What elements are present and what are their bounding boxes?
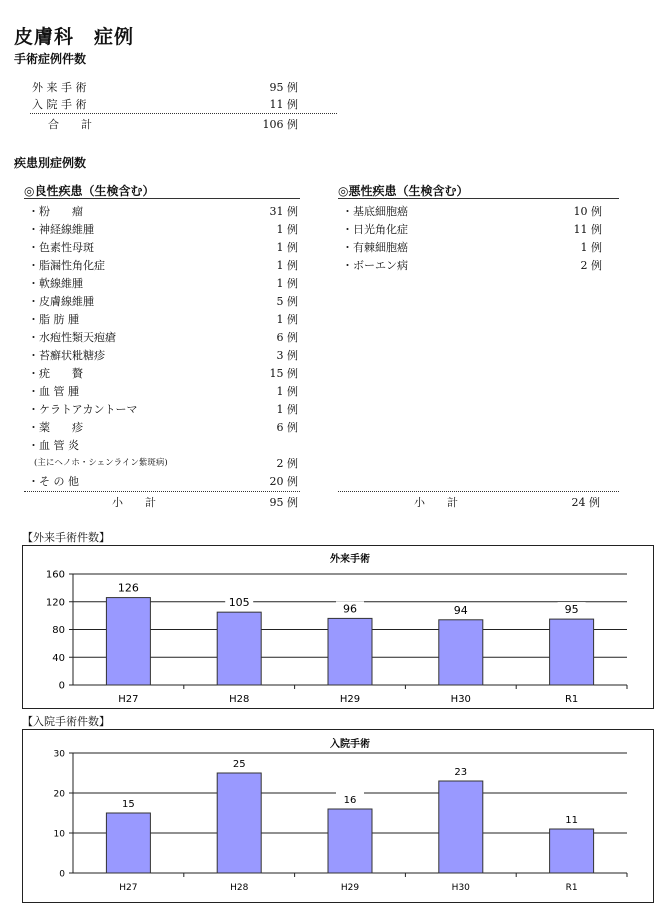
list-item	[28, 402, 298, 417]
benign-subtotal	[112, 495, 298, 510]
item-count: 1 例	[276, 223, 298, 236]
item-label: ・疣 贅	[28, 367, 83, 380]
item-count: 15 例	[269, 367, 298, 380]
bar-H27	[106, 598, 150, 685]
item-count: 6 例	[276, 421, 298, 434]
item-label: ・そ の 他	[28, 475, 79, 488]
item-label: ・ボーエン病	[342, 259, 408, 272]
outpatient-chart	[22, 545, 654, 709]
item-label: ・ケラトアカントーマ	[28, 403, 138, 416]
bar-H27	[106, 813, 150, 873]
divider	[30, 113, 337, 114]
list-item	[28, 384, 298, 399]
item-count: 1 例	[276, 385, 298, 398]
subtotal-value: 24 例	[571, 496, 600, 509]
data-label: 16	[343, 795, 357, 806]
item-count: 1 例	[276, 241, 298, 254]
y-tick-label: 0	[59, 869, 65, 880]
item-count: 10 例	[573, 205, 602, 218]
subtotal-label: 小 計	[414, 496, 458, 509]
item-label: ・基底細胞癌	[342, 205, 408, 218]
list-item	[28, 420, 298, 435]
table-row	[32, 97, 298, 112]
table-row	[32, 80, 298, 95]
row-label: 外 来 手 術	[32, 81, 87, 94]
list-item	[28, 294, 298, 309]
inpatient-chart-svg	[23, 730, 653, 902]
bar-H28	[217, 612, 261, 685]
list-item	[28, 276, 298, 291]
item-count: 1 例	[276, 277, 298, 290]
item-label: ・粉 瘤	[28, 205, 83, 218]
bar-H30	[439, 781, 483, 873]
outpatient-chart-label: 【外来手術件数】	[22, 531, 110, 544]
list-item	[342, 240, 602, 255]
data-label: 105	[228, 596, 250, 610]
inpatient-chart	[22, 729, 654, 903]
chart-title: 外来手術	[330, 554, 370, 565]
malignant-subtotal	[414, 495, 600, 510]
data-label: 96	[343, 602, 357, 616]
disease-heading: 疾患別症例数	[14, 156, 87, 170]
divider	[338, 491, 619, 492]
data-label: 23	[454, 767, 468, 778]
y-tick-label: 40	[52, 652, 65, 664]
item-label: ・血 管 腫	[28, 385, 79, 398]
item-label: ・日光角化症	[342, 223, 408, 236]
list-item	[342, 204, 602, 219]
outpatient-chart-svg	[23, 546, 653, 708]
data-label: 94	[453, 603, 468, 617]
item-label: (主にヘノホ・シェンライン紫斑病)	[34, 458, 168, 468]
x-tick-label: H28	[230, 883, 249, 893]
item-label: ・脂漏性角化症	[28, 259, 105, 272]
list-item	[28, 330, 298, 345]
data-label: 15	[122, 799, 135, 810]
data-label: 11	[565, 815, 578, 826]
row-value: 11 例	[269, 98, 298, 111]
item-label: ・水疱性類天疱瘡	[28, 331, 116, 344]
y-tick-label: 80	[52, 625, 65, 636]
list-item	[342, 258, 602, 273]
total-label: 合 計	[48, 118, 92, 131]
list-item	[28, 312, 298, 327]
bar-H30	[439, 620, 483, 685]
divider	[338, 198, 619, 199]
item-label: ・血 管 炎	[28, 439, 79, 452]
item-label: ・軟線維腫	[28, 277, 83, 290]
row-value: 95 例	[269, 81, 298, 94]
bar-R1	[550, 829, 594, 873]
subtotal-label: 小 計	[112, 496, 156, 509]
bar-R1	[550, 619, 594, 685]
list-item	[342, 222, 602, 237]
list-item	[28, 222, 298, 237]
item-count: 31 例	[269, 205, 298, 218]
x-tick-label: H30	[450, 694, 471, 705]
data-label: 25	[232, 759, 246, 770]
x-tick-label: H29	[340, 883, 360, 893]
item-count: 1 例	[276, 403, 298, 416]
item-count: 2 例	[276, 457, 298, 470]
benign-heading: ◎良性疾患（生検含む）	[24, 184, 155, 198]
item-count: 2 例	[580, 259, 602, 272]
page-title: 皮膚科 症例	[14, 26, 135, 48]
list-item	[28, 456, 298, 471]
item-label: ・皮膚線維腫	[28, 295, 94, 308]
item-count: 3 例	[276, 349, 298, 362]
data-label: 95	[564, 603, 579, 617]
x-tick-label: H28	[229, 694, 250, 705]
surgery-heading: 手術症例件数	[14, 52, 87, 66]
item-label: ・苔癬状粃糖疹	[28, 349, 105, 362]
list-item	[28, 258, 298, 273]
malignant-heading: ◎悪性疾患（生検含む）	[338, 184, 469, 198]
item-count: 6 例	[276, 331, 298, 344]
y-tick-label: 10	[53, 829, 65, 840]
item-count: 20 例	[269, 475, 298, 488]
item-count: 1 例	[276, 313, 298, 326]
list-item	[28, 348, 298, 363]
item-count: 1 例	[580, 241, 602, 254]
item-label: ・脂 肪 腫	[28, 313, 79, 326]
list-item	[28, 474, 298, 489]
bar-H28	[217, 773, 261, 873]
item-label: ・色素性母斑	[28, 241, 94, 254]
total-row	[48, 117, 298, 132]
list-item	[28, 366, 298, 381]
list-item	[28, 438, 298, 453]
chart-title: 入院手術	[330, 739, 370, 750]
data-label: 126	[117, 581, 139, 595]
x-tick-label: H29	[339, 694, 361, 705]
x-tick-label: H27	[118, 694, 139, 705]
x-tick-label: H27	[119, 883, 138, 893]
list-item	[28, 240, 298, 255]
bar-H29	[328, 809, 372, 873]
x-tick-label: R1	[564, 694, 579, 705]
y-tick-label: 30	[53, 749, 65, 760]
y-tick-label: 20	[53, 789, 65, 800]
item-count: 1 例	[276, 259, 298, 272]
x-tick-label: H30	[451, 883, 470, 893]
item-count: 11 例	[573, 223, 602, 236]
item-label: ・神経線維腫	[28, 223, 94, 236]
y-tick-label: 120	[45, 597, 65, 609]
subtotal-value: 95 例	[269, 496, 298, 509]
list-item	[28, 204, 298, 219]
item-label: ・有棘細胞癌	[342, 241, 408, 254]
divider	[24, 198, 300, 199]
y-tick-label: 160	[45, 569, 65, 581]
x-tick-label: R1	[565, 883, 578, 893]
inpatient-chart-label: 【入院手術件数】	[22, 715, 110, 728]
item-label: ・薬 疹	[28, 421, 83, 434]
row-label: 入 院 手 術	[32, 98, 87, 111]
divider	[24, 491, 300, 492]
bar-H29	[328, 618, 372, 685]
item-count: 5 例	[276, 295, 298, 308]
y-tick-label: 0	[58, 680, 65, 692]
total-value: 106 例	[262, 118, 298, 131]
